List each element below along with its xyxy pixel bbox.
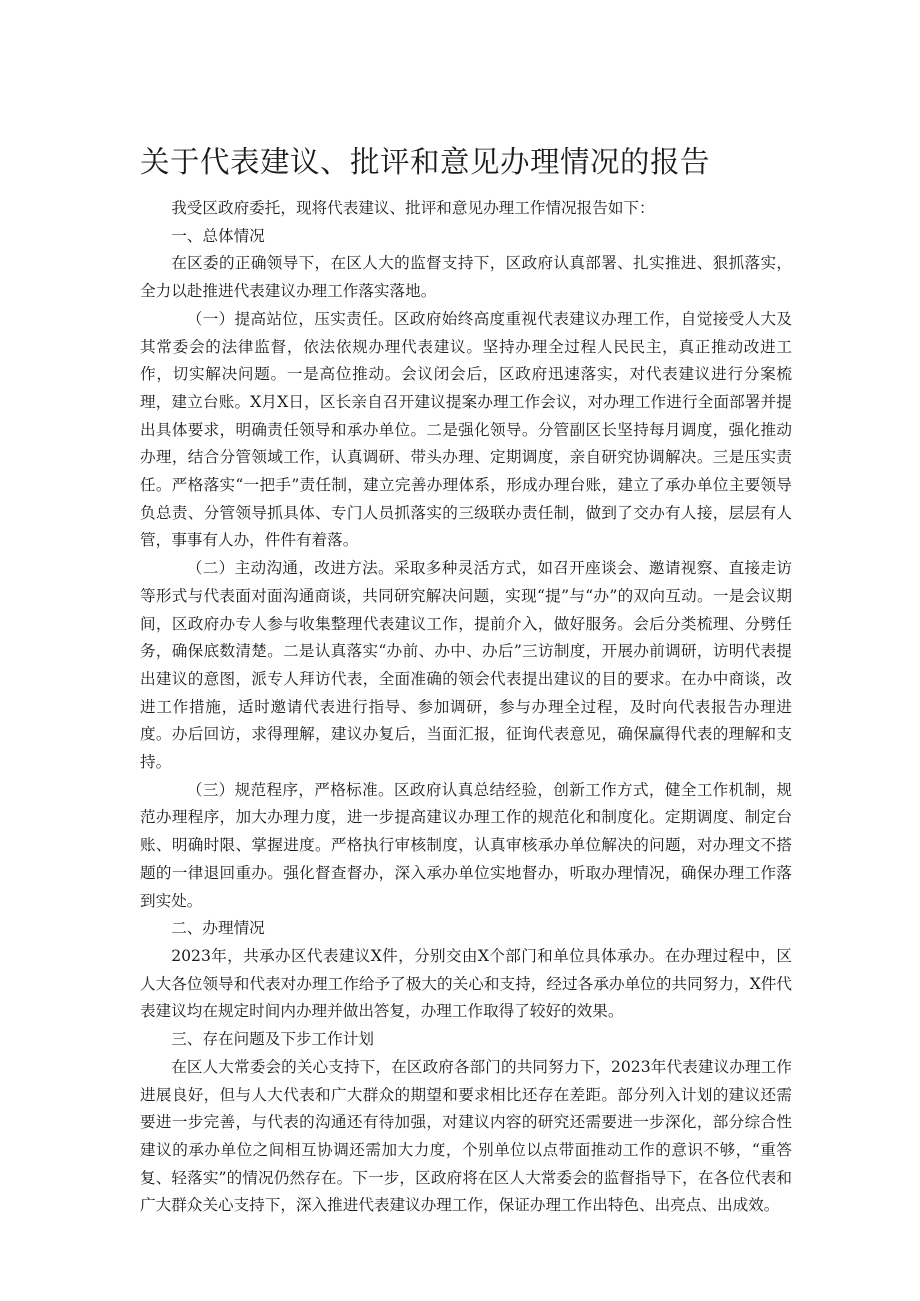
- paragraph: 2023年，共承办区代表建议X件，分别交由X个部门和单位具体承办。在办理过程中，区人大各位领导和代表对办理工作给予了极大的关心和支持，经过各承办单位的共同努力，X件代表建议均在规定时间内办理并做出答复，办理工作取得了较好的效果。: [140, 946, 792, 1021]
- document-title: 关于代表建议、批评和意见办理情况的报告: [140, 145, 711, 179]
- paragraph: （一）提高站位，压实责任。区政府始终高度重视代表建议办理工作，自觉接受人大及其常委会的法律监督，依法依规办理代表建议。坚持办理全过程人民民主，真正推动改进工作，切实解决问题。一是高位推动。会议闭会后，区政府迅速落实，对代表建议进行分案梳理，建立台账。X月X日，区长亲自召开建议提案办理工作会议，对办理工作进行全面部署并提出具体要求，明确责任领导和承办单位。二是强化领导。分管副区长坚持每月调度，强化推动办理，结合分管领域工作，认真调研、带头办理、定期调度，亲自研究协调解决。三是压实责任。严格落实“一把手”责任制，建立完善办理体系，形成办理台账，建立了承办单位主要领导负总责、分管领导抓具体、专门人员抓落实的三级联办责任制，做到了交办有人接，层层有人管，事事有人办，件件有着落。: [140, 309, 792, 550]
- intro-paragraph: 我受区政府委托，现将代表建议、批评和意见办理工作情况报告如下：: [171, 199, 655, 217]
- paragraph: （二）主动沟通，改进方法。采取多种灵活方式，如召开座谈会、邀请视察、直接走访等形式与代表面对面沟通商谈，共同研究解决问题，实现“提”与“办”的双向互动。一是会议期间，区政府办专人参与收集整理代表建议工作，提前介入，做好服务。会后分类梳理、分劈任务，确保底数清楚。二是认真落实“办前、办中、办后”三访制度，开展办前调研，访明代表提出建议的意图，派专人拜访代表，全面准确的领会代表提出建议的目的要求。在办中商谈，改进工作措施，适时邀请代表进行指导、参加调研，参与办理全过程，及时向代表报告办理进度。办后回访，求得理解，建议办复后，当面汇报，征询代表意见，确保赢得代表的理解和支持。: [140, 559, 792, 772]
- paragraph: 在区委的正确领导下，在区人大的监督支持下，区政府认真部署、扎实推进、狠抓落实，全力以赴推进代表建议办理工作落实落地。: [140, 254, 792, 301]
- section-heading-issues-plan: 三、存在问题及下步工作计划: [171, 1030, 374, 1049]
- paragraph: 在区人大常委会的关心支持下，在区政府各部门的共同努力下，2023年代表建议办理工作进展良好，但与人大代表和广大群众的期望和要求相比还存在差距。部分列入计划的建议还需要进一步完善，与代表的沟通还有待加强，对建议内容的研究还需要进一步深化，部分综合性建议的承办单位之间相互协调还需加大力度，个别单位以点带面推动工作的意识不够，“重答复、轻落实”的情况仍然存在。下一步，区政府将在区人大常委会的监督指导下，在各位代表和广大群众关心支持下，深入推进代表建议办理工作，保证办理工作出特色、出亮点、出成效。: [140, 1057, 792, 1215]
- paragraph: （三）规范程序，严格标准。区政府认真总结经验，创新工作方式，健全工作机制，规范办理程序，加大办理力度，进一步提高建议办理工作的规范化和制度化。定期调度、制定台账、明确时限、掌握进度。严格执行审核制度，认真审核承办单位解决的问题，对办理文不搭题的一律退回重办。强化督查督办，深入承办单位实地督办，听取办理情况，确保办理工作落到实处。: [140, 780, 792, 910]
- section-heading-overview: 一、总体情况: [171, 226, 265, 245]
- document-body: [140, 195, 792, 1220]
- section-heading-handling: 二、办理情况: [171, 919, 265, 938]
